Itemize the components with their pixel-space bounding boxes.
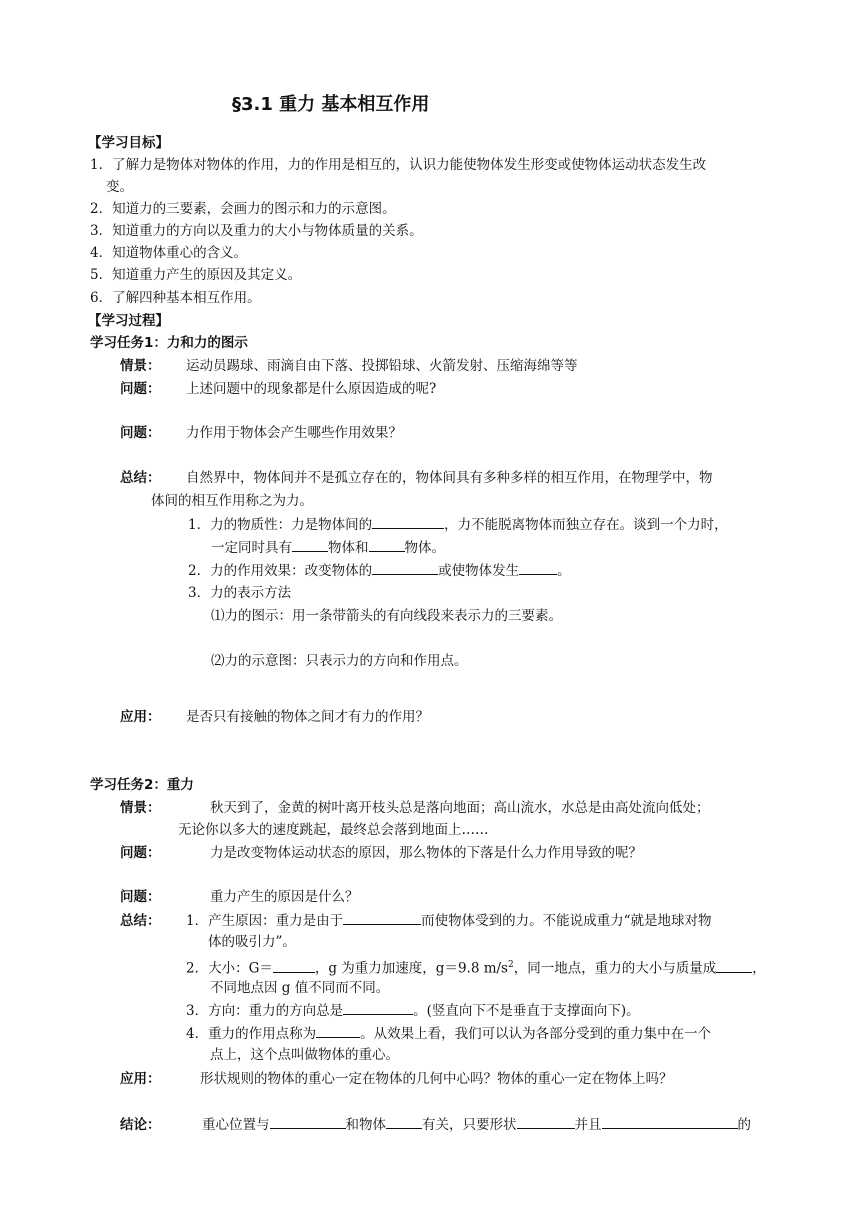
task2-scenario-cont: 无论你以多大的速度跳起，最终总会落到地面上…… [178, 822, 489, 838]
conclusion-label: 结论： [120, 1117, 161, 1133]
fill-blank[interactable] [716, 959, 752, 973]
task1-question-2 [120, 424, 402, 442]
question-label: 问题： [120, 889, 161, 905]
objectives-heading: 【学习目标】 [88, 135, 169, 151]
fill-blank[interactable] [369, 538, 405, 552]
question-label: 问题： [120, 425, 161, 441]
application-text: 形状规则的物体的重心一定在物体的几何中心吗？物体的重心一定在物体上吗？ [200, 1071, 673, 1087]
task1-heading: 学习任务1：力和力的图示 [90, 335, 248, 351]
question-text: 重力产生的原因是什么？ [210, 889, 359, 905]
task2-question-1 [120, 844, 642, 862]
page-title: §3.1 重力 基本相互作用 [232, 94, 430, 115]
task2-question-2 [120, 888, 359, 906]
fill-blank[interactable] [386, 1115, 422, 1129]
fill-blank[interactable] [292, 538, 328, 552]
application-label: 应用： [120, 1071, 161, 1087]
task1-application [120, 708, 429, 726]
task2-summary: 总结： 1．产生原因：重力是由于 而使物体受到的力。不能说成重力“就是地球对物 [120, 913, 712, 929]
summary-label: 总结： [120, 470, 161, 486]
summary-2-cont: 不同地点因 g 值不同而不同。 [210, 980, 390, 996]
objective-item: 3．知道重力的方向以及重力的大小与物体质量的关系。 [90, 223, 423, 239]
fill-blank[interactable] [517, 1115, 575, 1129]
point-2: 2．力的作用效果：改变物体的 或使物体发生 。 [188, 563, 571, 579]
summary-4: 4．重力的作用点称为 。从效果上看，我们可以认为各部分受到的重力集中在一个 [186, 1026, 712, 1042]
objective-item: 4．知道物体重心的含义。 [90, 245, 248, 261]
objective-item: 6．了解四种基本相互作用。 [90, 290, 261, 306]
point-3-sub-2: ⑵力的示意图：只表示力的方向和作用点。 [211, 653, 468, 669]
summary-3: 3．方向：重力的方向总是 。(竖直向下不是垂直于支撑面向下)。 [186, 1003, 640, 1019]
fill-blank[interactable] [316, 1024, 360, 1038]
scenario-text: 运动员踢球、雨滴自由下落、投掷铅球、火箭发射、压缩海绵等等 [186, 358, 578, 374]
task2-scenario [120, 799, 710, 817]
fill-blank[interactable] [343, 1001, 413, 1015]
application-label: 应用： [120, 709, 161, 725]
fill-blank[interactable] [372, 561, 438, 575]
task1-question-1 [120, 380, 436, 398]
summary-1-cont: 体的吸引力”。 [208, 934, 296, 950]
question-text: 上述问题中的现象都是什么原因造成的呢? [186, 381, 437, 397]
point-1-cont: 一定同时具有 物体和 物体。 [211, 540, 445, 556]
fill-blank[interactable] [270, 1115, 346, 1129]
point-3-sub-1: ⑴力的图示：用一条带箭头的有向线段来表示力的三要素。 [211, 608, 562, 624]
fill-blank[interactable] [343, 911, 421, 925]
process-heading: 【学习过程】 [88, 313, 169, 329]
application-text: 是否只有接触的物体之间才有力的作用？ [186, 709, 429, 725]
task2-application [120, 1070, 673, 1088]
point-1: 1．力的物质性：力是物体间的 ，力不能脱离物体而独立存在。谈到一个力时， [188, 517, 728, 533]
question-text: 力作用于物体会产生哪些作用效果？ [186, 425, 402, 441]
scenario-text: 秋天到了，金黄的树叶离开枝头总是落向地面；高山流水，水总是由高处流向低处； [210, 800, 710, 816]
question-label: 问题： [120, 381, 161, 397]
task2-heading: 学习任务2：重力 [90, 777, 194, 793]
task1-summary [120, 469, 713, 487]
summary-text: 自然界中，物体间并不是孤立存在的，物体间具有多种多样的相互作用，在物理学中，物 [186, 470, 713, 486]
fill-blank[interactable] [519, 561, 557, 575]
question-label: 问题： [120, 845, 161, 861]
task1-summary-cont: 体间的相互作用称之为力。 [151, 493, 313, 509]
point-3: 3．力的表示方法 [188, 585, 292, 601]
objective-item-cont: 变。 [106, 179, 133, 195]
scenario-label: 情景： [120, 800, 161, 816]
objective-item: 1．了解力是物体对物体的作用，力的作用是相互的，认识力能使物体发生形变或使物体运动状态发生改 [90, 157, 707, 173]
summary-label: 总结： [120, 913, 161, 929]
summary-4-cont: 点上，这个点叫做物体的重心。 [210, 1047, 399, 1063]
objective-item: 2．知道力的三要素，会画力的图示和力的示意图。 [90, 201, 396, 217]
scenario-label: 情景： [120, 358, 161, 374]
fill-blank[interactable] [372, 515, 444, 529]
fill-blank[interactable] [273, 959, 315, 973]
summary-2: 2．大小：G＝ ，g 为重力加速度，g＝9.8 $m/s^2$，同一地点，重力的大小与质量成 ， [186, 960, 766, 977]
task1-scenario [120, 357, 578, 375]
task2-conclusion: 结论： 重心位置与 和物体 有关，只要形状 并且 的 [120, 1117, 751, 1133]
fill-blank[interactable] [602, 1115, 738, 1129]
question-text: 力是改变物体运动状态的原因，那么物体的下落是什么力作用导致的呢？ [210, 845, 642, 861]
objective-item: 5．知道重力产生的原因及其定义。 [90, 267, 302, 283]
